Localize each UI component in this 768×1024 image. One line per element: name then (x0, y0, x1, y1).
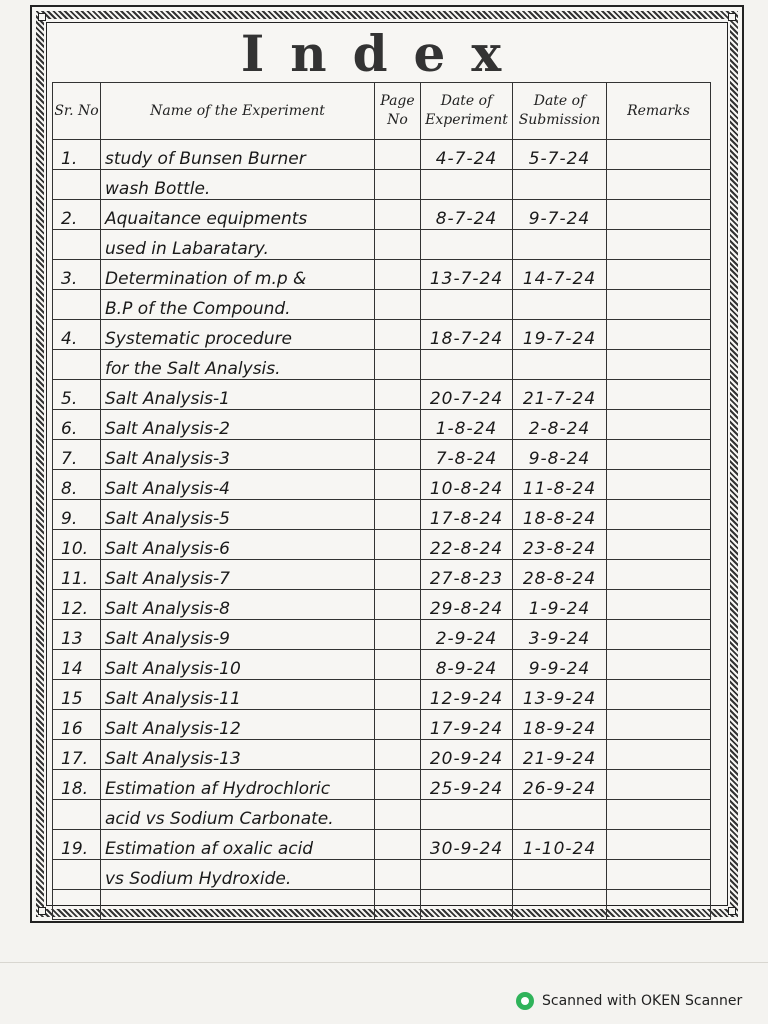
row-sr-no: 4. (53, 320, 101, 350)
row-experiment-name: Salt Analysis-4 (101, 470, 375, 500)
row-experiment-name: study of Bunsen Burner (101, 140, 375, 170)
row-remarks (607, 170, 711, 200)
row-experiment-name (101, 890, 375, 920)
row-page-no (375, 500, 421, 530)
row-experiment-name: used in Labaratary. (101, 230, 375, 260)
row-page-no (375, 860, 421, 890)
corner-square-icon (728, 907, 736, 915)
row-experiment-name: Salt Analysis-6 (101, 530, 375, 560)
row-date-experiment: 1-8-24 (421, 410, 513, 440)
row-date-experiment (421, 230, 513, 260)
table-row (53, 560, 711, 590)
table-row (53, 470, 711, 500)
row-experiment-name: Salt Analysis-5 (101, 500, 375, 530)
row-experiment-name: for the Salt Analysis. (101, 350, 375, 380)
row-page-no (375, 140, 421, 170)
table-row (53, 680, 711, 710)
row-remarks (607, 320, 711, 350)
table-row (53, 710, 711, 740)
row-page-no (375, 320, 421, 350)
row-sr-no: 18. (53, 770, 101, 800)
row-date-submission: 19-7-24 (513, 320, 607, 350)
page-title: Index (240, 24, 528, 83)
row-date-experiment (421, 350, 513, 380)
row-date-submission (513, 350, 607, 380)
header-remarks: Remarks (607, 83, 711, 140)
table-row (53, 200, 711, 230)
row-sr-no: 7. (53, 440, 101, 470)
table-header-row (53, 83, 711, 140)
row-sr-no: 13 (53, 620, 101, 650)
table-row (53, 140, 711, 170)
row-page-no (375, 350, 421, 380)
row-sr-no: 10. (53, 530, 101, 560)
row-date-experiment: 25-9-24 (421, 770, 513, 800)
row-remarks (607, 350, 711, 380)
corner-square-icon (728, 13, 736, 21)
row-experiment-name: Salt Analysis-1 (101, 380, 375, 410)
row-experiment-name: Salt Analysis-2 (101, 410, 375, 440)
row-experiment-name: Determination of m.p & (101, 260, 375, 290)
row-date-experiment (421, 800, 513, 830)
row-date-experiment: 20-7-24 (421, 380, 513, 410)
row-date-submission: 21-7-24 (513, 380, 607, 410)
row-page-no (375, 440, 421, 470)
row-date-submission: 18-9-24 (513, 710, 607, 740)
table-row (53, 830, 711, 860)
header-name: Name of the Experiment (101, 83, 375, 140)
row-remarks (607, 890, 711, 920)
row-experiment-name: Salt Analysis-12 (101, 710, 375, 740)
row-remarks (607, 860, 711, 890)
row-experiment-name: vs Sodium Hydroxide. (101, 860, 375, 890)
table-body (53, 140, 711, 920)
row-page-no (375, 290, 421, 320)
row-date-experiment: 18-7-24 (421, 320, 513, 350)
row-sr-no: 14 (53, 650, 101, 680)
row-date-submission: 13-9-24 (513, 680, 607, 710)
row-date-experiment (421, 170, 513, 200)
header-date-submission: Date of Submission (513, 83, 607, 140)
row-date-submission: 26-9-24 (513, 770, 607, 800)
row-page-no (375, 260, 421, 290)
row-date-submission: 1-9-24 (513, 590, 607, 620)
row-page-no (375, 560, 421, 590)
header-sr-no: Sr. No (53, 83, 101, 140)
row-remarks (607, 710, 711, 740)
table-row (53, 260, 711, 290)
row-date-experiment: 29-8-24 (421, 590, 513, 620)
table-row (53, 620, 711, 650)
row-sr-no: 2. (53, 200, 101, 230)
table-row (53, 860, 711, 890)
table-row (53, 410, 711, 440)
row-date-submission (513, 170, 607, 200)
table-row (53, 320, 711, 350)
row-date-submission: 14-7-24 (513, 260, 607, 290)
row-date-experiment: 20-9-24 (421, 740, 513, 770)
row-remarks (607, 200, 711, 230)
row-page-no (375, 590, 421, 620)
header-page-no: Page No (375, 83, 421, 140)
row-remarks (607, 230, 711, 260)
row-page-no (375, 800, 421, 830)
scanner-watermark (516, 990, 742, 1012)
row-sr-no: 5. (53, 380, 101, 410)
row-remarks (607, 500, 711, 530)
row-sr-no: 12. (53, 590, 101, 620)
row-sr-no (53, 890, 101, 920)
row-page-no (375, 200, 421, 230)
row-remarks (607, 620, 711, 650)
row-remarks (607, 680, 711, 710)
row-sr-no: 17. (53, 740, 101, 770)
row-date-experiment: 8-9-24 (421, 650, 513, 680)
row-page-no (375, 770, 421, 800)
row-date-experiment: 17-8-24 (421, 500, 513, 530)
row-sr-no (53, 230, 101, 260)
row-date-submission: 9-9-24 (513, 650, 607, 680)
row-date-submission: 3-9-24 (513, 620, 607, 650)
row-date-experiment: 7-8-24 (421, 440, 513, 470)
row-date-experiment: 17-9-24 (421, 710, 513, 740)
row-sr-no: 15 (53, 680, 101, 710)
table-row (53, 230, 711, 260)
row-sr-no: 3. (53, 260, 101, 290)
row-date-experiment: 13-7-24 (421, 260, 513, 290)
row-sr-no: 9. (53, 500, 101, 530)
row-date-submission: 11-8-24 (513, 470, 607, 500)
row-experiment-name: Salt Analysis-13 (101, 740, 375, 770)
table-row (53, 440, 711, 470)
table-row (53, 770, 711, 800)
row-remarks (607, 650, 711, 680)
row-sr-no: 1. (53, 140, 101, 170)
table-row (53, 380, 711, 410)
row-date-submission: 2-8-24 (513, 410, 607, 440)
table-row (53, 530, 711, 560)
row-experiment-name: Estimation af oxalic acid (101, 830, 375, 860)
row-remarks (607, 290, 711, 320)
table-row (53, 290, 711, 320)
row-sr-no (53, 860, 101, 890)
corner-square-icon (38, 13, 46, 21)
row-page-no (375, 170, 421, 200)
row-page-no (375, 890, 421, 920)
row-page-no (375, 380, 421, 410)
row-remarks (607, 560, 711, 590)
row-remarks (607, 440, 711, 470)
row-date-experiment (421, 890, 513, 920)
row-sr-no: 11. (53, 560, 101, 590)
row-date-experiment (421, 860, 513, 890)
scanner-logo-icon (516, 992, 534, 1010)
row-page-no (375, 470, 421, 500)
row-date-submission (513, 230, 607, 260)
row-sr-no (53, 290, 101, 320)
row-date-submission: 9-7-24 (513, 200, 607, 230)
row-sr-no (53, 170, 101, 200)
table-row (53, 350, 711, 380)
row-experiment-name: Aquaitance equipments (101, 200, 375, 230)
row-sr-no (53, 800, 101, 830)
row-experiment-name: Salt Analysis-9 (101, 620, 375, 650)
scanner-label: Scanned with OKEN Scanner (542, 993, 743, 1009)
row-sr-no: 19. (53, 830, 101, 860)
table-row (53, 170, 711, 200)
table-row (53, 800, 711, 830)
row-page-no (375, 650, 421, 680)
page-edge (0, 962, 768, 963)
row-remarks (607, 470, 711, 500)
row-date-experiment: 22-8-24 (421, 530, 513, 560)
row-page-no (375, 740, 421, 770)
row-page-no (375, 620, 421, 650)
row-remarks (607, 800, 711, 830)
row-experiment-name: Salt Analysis-7 (101, 560, 375, 590)
row-sr-no (53, 350, 101, 380)
row-date-submission: 5-7-24 (513, 140, 607, 170)
row-page-no (375, 680, 421, 710)
row-page-no (375, 410, 421, 440)
table-row (53, 500, 711, 530)
row-experiment-name: wash Bottle. (101, 170, 375, 200)
row-page-no (375, 530, 421, 560)
row-remarks (607, 530, 711, 560)
row-remarks (607, 260, 711, 290)
row-page-no (375, 830, 421, 860)
table-row (53, 650, 711, 680)
row-page-no (375, 230, 421, 260)
row-date-submission: 28-8-24 (513, 560, 607, 590)
row-experiment-name: Estimation af Hydrochloric (101, 770, 375, 800)
header-date-experiment: Date of Experiment (421, 83, 513, 140)
table-row (53, 590, 711, 620)
row-page-no (375, 710, 421, 740)
row-remarks (607, 770, 711, 800)
row-remarks (607, 740, 711, 770)
row-date-submission (513, 290, 607, 320)
row-sr-no: 8. (53, 470, 101, 500)
row-date-submission: 21-9-24 (513, 740, 607, 770)
row-experiment-name: Salt Analysis-11 (101, 680, 375, 710)
row-remarks (607, 830, 711, 860)
row-date-experiment: 27-8-23 (421, 560, 513, 590)
index-table (52, 82, 711, 920)
row-remarks (607, 140, 711, 170)
row-date-submission: 18-8-24 (513, 500, 607, 530)
row-date-experiment: 30-9-24 (421, 830, 513, 860)
row-date-submission: 23-8-24 (513, 530, 607, 560)
row-date-experiment (421, 290, 513, 320)
row-date-experiment: 2-9-24 (421, 620, 513, 650)
row-experiment-name: Salt Analysis-10 (101, 650, 375, 680)
row-experiment-name: B.P of the Compound. (101, 290, 375, 320)
row-date-experiment: 10-8-24 (421, 470, 513, 500)
row-experiment-name: acid vs Sodium Carbonate. (101, 800, 375, 830)
row-sr-no: 6. (53, 410, 101, 440)
row-remarks (607, 410, 711, 440)
row-date-submission: 1-10-24 (513, 830, 607, 860)
row-date-submission (513, 800, 607, 830)
row-remarks (607, 380, 711, 410)
row-experiment-name: Salt Analysis-8 (101, 590, 375, 620)
row-date-experiment: 4-7-24 (421, 140, 513, 170)
table-row (53, 890, 711, 920)
row-date-experiment: 12-9-24 (421, 680, 513, 710)
row-date-submission (513, 860, 607, 890)
corner-square-icon (38, 907, 46, 915)
row-date-experiment: 8-7-24 (421, 200, 513, 230)
row-experiment-name: Systematic procedure (101, 320, 375, 350)
row-remarks (607, 590, 711, 620)
row-date-submission: 9-8-24 (513, 440, 607, 470)
row-date-submission (513, 890, 607, 920)
row-experiment-name: Salt Analysis-3 (101, 440, 375, 470)
table-row (53, 740, 711, 770)
row-sr-no: 16 (53, 710, 101, 740)
